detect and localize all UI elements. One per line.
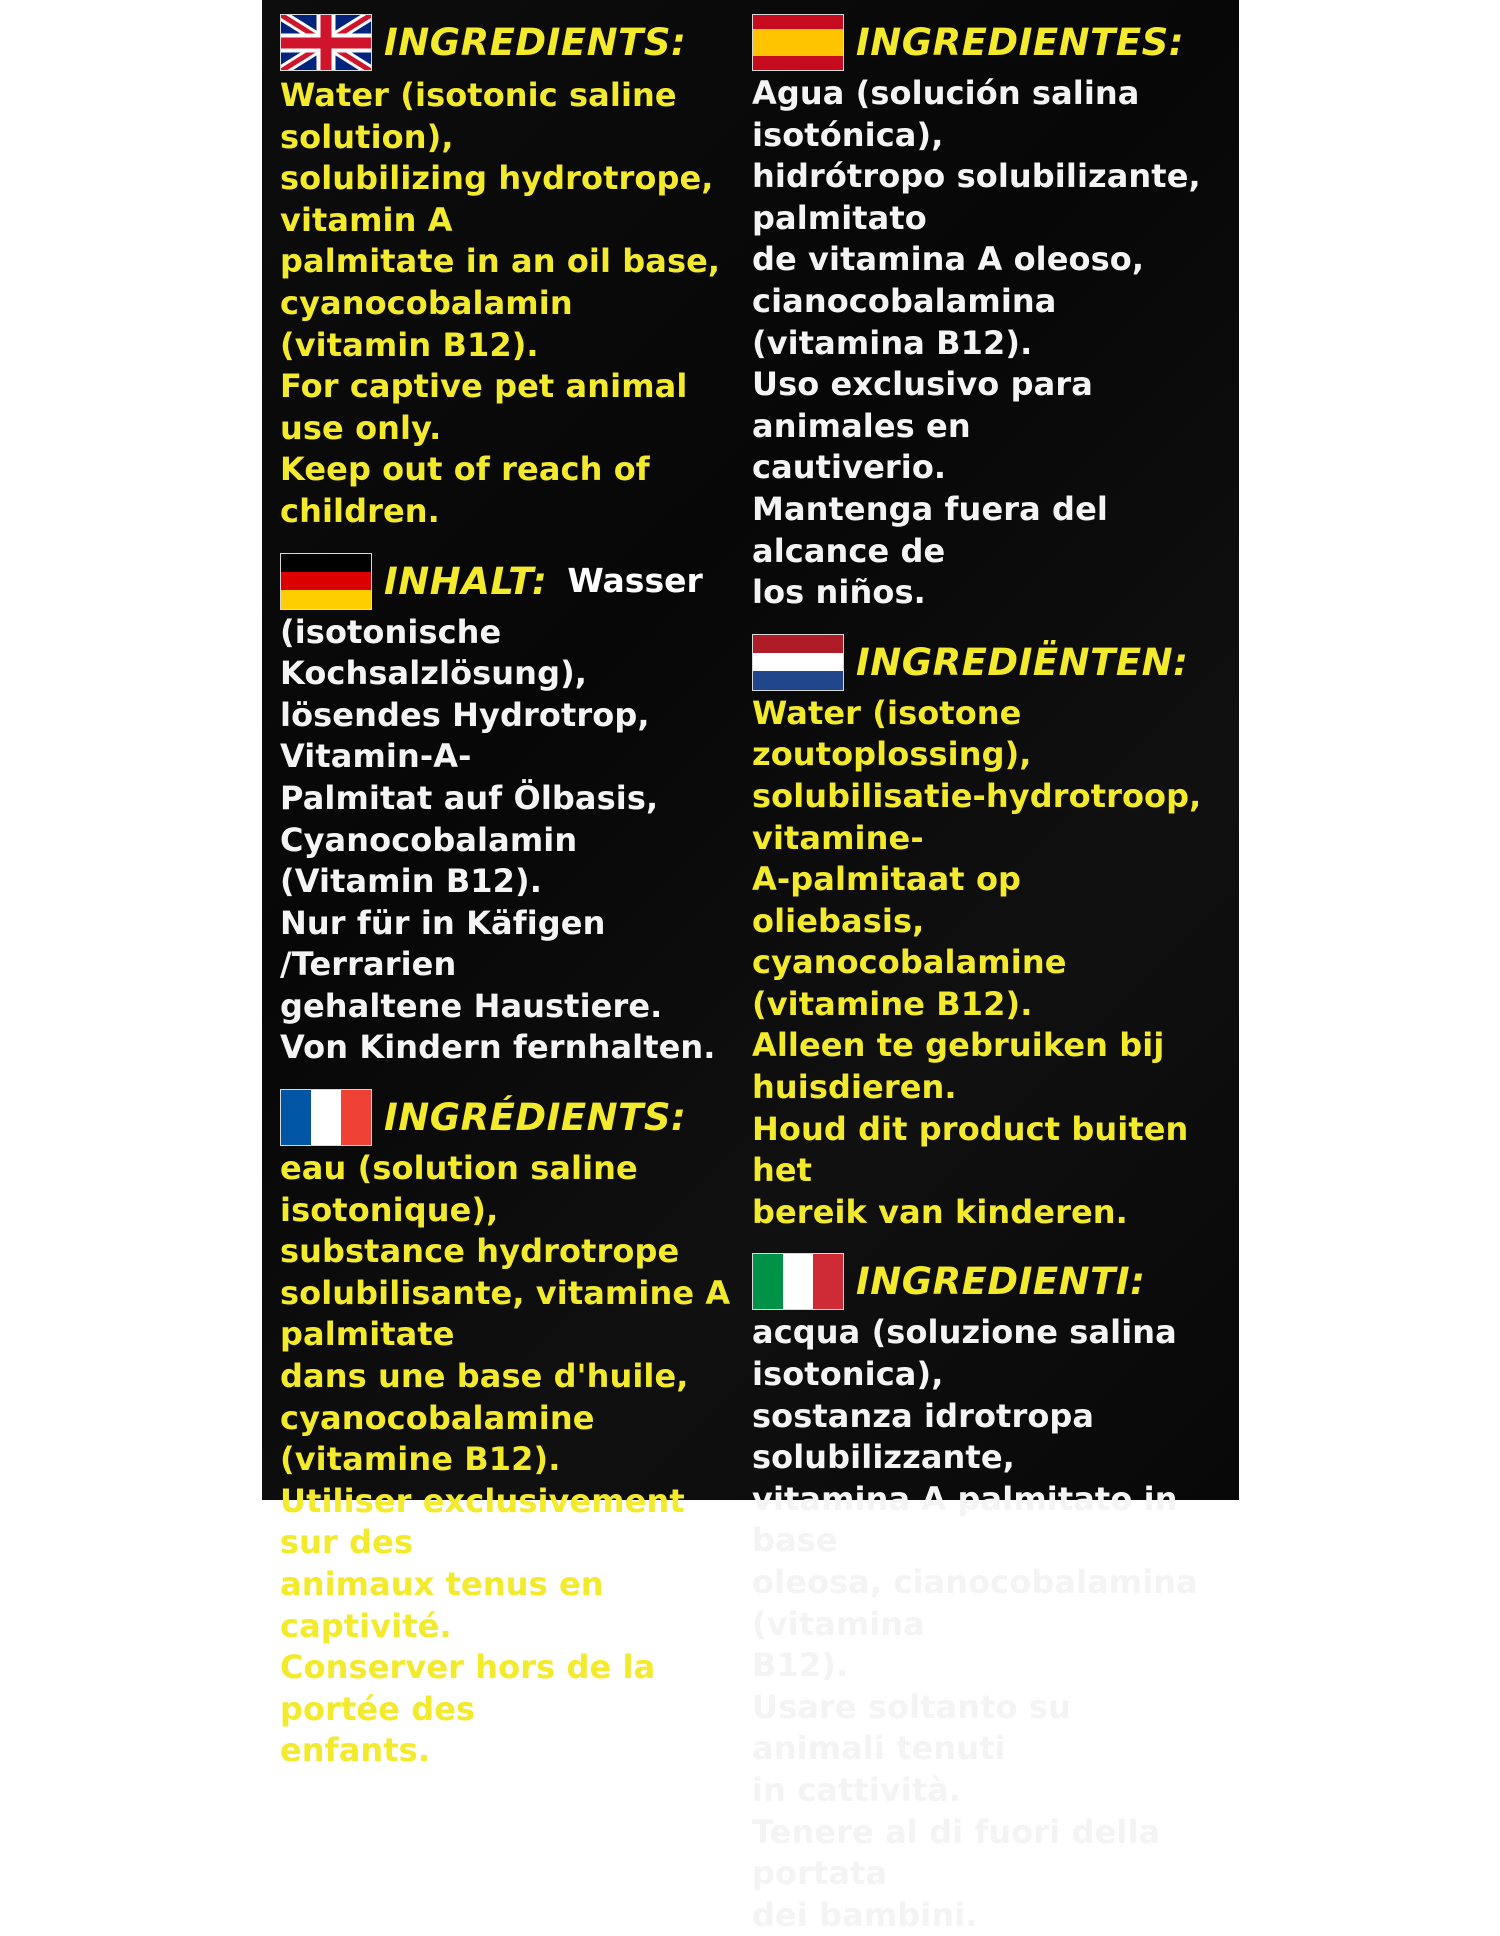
ingredients-line: solubilisatie-hydrotroop, vitamine- (752, 776, 1202, 857)
ingredients-line: Water (isotone zoutoplossing), (752, 693, 1032, 774)
ingredients-line: cyanocobalamin (vitamin B12). (280, 283, 573, 364)
ingredients-line: cianocobalamina (vitamina B12). (752, 281, 1057, 362)
ingredients-line: cyanocobalamine (vitamine B12). (280, 1398, 595, 1479)
heading-row-english (280, 14, 732, 71)
ingredients-line: de vitamina A oleoso, (752, 240, 1145, 279)
ingredients-block-french (280, 1089, 732, 1772)
ingredients-line: gehaltene Haustiere. (280, 986, 663, 1025)
ingredients-line: palmitate in an oil base, (280, 242, 721, 281)
ingredients-line: in cattività. (752, 1770, 962, 1809)
ingredients-line: los niños. (752, 573, 926, 612)
flag-netherlands-icon (752, 634, 844, 691)
ingredients-line: solubilisante, vitamine A palmitate (280, 1273, 731, 1354)
heading-italian: INGREDIENTI: (856, 1260, 1146, 1304)
left-column (280, 14, 732, 1770)
right-margin (1239, 0, 1500, 1500)
ingredients-line: enfants. (280, 1731, 431, 1770)
ingredients-line: Palmitat auf Ölbasis, (280, 778, 659, 817)
ingredients-line: (isotonische Kochsalzlösung), (280, 612, 588, 693)
flag-united-kingdom-icon (280, 14, 372, 71)
ingredients-line: Uso exclusivo para animales en (752, 365, 1093, 445)
ingredients-line: eau (solution saline isotonique), (280, 1149, 638, 1229)
ingredients-line: acqua (soluzione salina isotonica), (752, 1313, 1177, 1394)
ingredients-line: Utiliser exclusivement sur des (280, 1481, 685, 1562)
ingredients-line: Nur für in Käfigen /Terrarien (280, 903, 606, 984)
ingredients-line: animaux tenus en captivité. (280, 1565, 604, 1645)
heading-row-spanish (752, 14, 1204, 71)
ingredients-line: Usare soltanto su animali tenuti (752, 1687, 1071, 1768)
ingredients-line: Alleen te gebruiken bij (752, 1026, 1165, 1065)
ingredients-line: For captive pet animal use only. (280, 367, 688, 447)
ingredients-line: Agua (solución salina isotónica), (752, 74, 1140, 154)
ingredients-block-spanish (752, 14, 1204, 614)
ingredients-block-italian (752, 1253, 1204, 1936)
ingredients-line: Water (isotonic saline solution), (280, 76, 677, 156)
ingredients-line: Cyanocobalamin (Vitamin B12). (280, 820, 578, 901)
product-label (262, 0, 1239, 1934)
ingredients-line: B12). (752, 1646, 849, 1685)
ingredients-line: vitamina A palmitato in base (752, 1479, 1178, 1560)
ingredients-line: Conserver hors de la portée des (280, 1648, 656, 1728)
heading-dutch: INGREDIËNTEN: (856, 640, 1189, 684)
ingredients-line: Tenere al di fuori della portata (752, 1812, 1161, 1893)
heading-row-french (280, 1089, 732, 1146)
ingredients-block-english (280, 14, 732, 533)
ingredients-line: substance hydrotrope (280, 1232, 680, 1271)
ingredients-line: oleosa, cianocobalamina (vitamina (752, 1563, 1198, 1643)
ingredients-line: bereik van kinderen. (752, 1192, 1128, 1231)
heading-row-italian (752, 1253, 1204, 1310)
ingredients-line: Houd dit product buiten het (752, 1109, 1189, 1190)
ingredients-line: cyanocobalamine (vitamine B12). (752, 943, 1067, 1023)
heading-french: INGRÉDIENTS: (384, 1096, 687, 1140)
right-column (752, 14, 1204, 1934)
ingredients-line: Keep out of reach of children. (280, 450, 650, 530)
heading-german: INHALT: (384, 559, 548, 603)
ingredients-line: solubilizing hydrotrope, vitamin A (280, 159, 714, 239)
ingredients-line: hidrótropo solubilizante, palmitato (752, 157, 1201, 237)
flag-spain-icon (752, 14, 844, 71)
ingredients-line: A-palmitaat op oliebasis, (752, 860, 1022, 940)
heading-english: INGREDIENTS: (384, 21, 687, 64)
ingredients-line: dei bambini. (752, 1895, 978, 1934)
flag-germany-icon (280, 553, 372, 610)
ingredients-line: sostanza idrotropa solubilizzante, (752, 1396, 1095, 1477)
ingredients-block-german (280, 553, 732, 1070)
flag-france-icon (280, 1089, 372, 1146)
heading-row-dutch (752, 634, 1204, 691)
heading-spanish: INGREDIENTES: (856, 21, 1185, 64)
ingredients-line: lösendes Hydrotrop, Vitamin-A- (280, 695, 650, 776)
ingredients-line: Von Kindern fernhalten. (280, 1028, 716, 1067)
heading-row-german (280, 553, 732, 610)
flag-italy-icon (752, 1253, 844, 1310)
ingredients-line: cautiverio. (752, 448, 947, 487)
ingredients-block-dutch (752, 634, 1204, 1234)
left-margin (0, 0, 262, 1500)
heading-inline-word-german: Wasser (567, 560, 703, 600)
ingredients-line: dans une base d'huile, (280, 1357, 689, 1396)
ingredients-line: Mantenga fuera del alcance de (752, 489, 1108, 570)
ingredients-line: huisdieren. (752, 1068, 957, 1107)
